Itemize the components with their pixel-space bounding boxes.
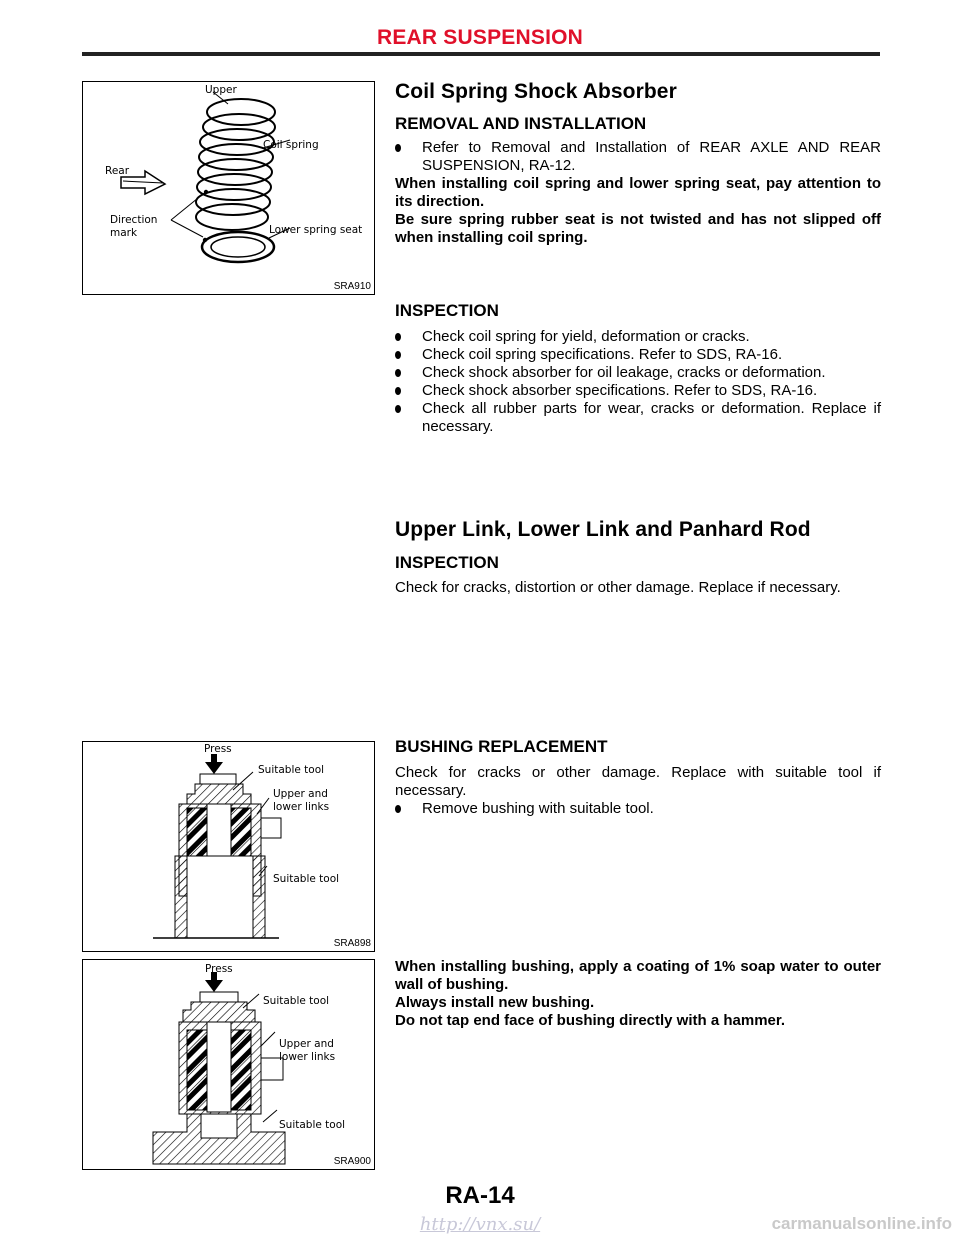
label-press: Press: [205, 963, 233, 975]
bullet-icon: [395, 805, 401, 813]
section-title: Coil Spring Shock Absorber: [395, 80, 677, 103]
coil-spring-figure: [82, 81, 375, 295]
label-direction: Direction: [110, 214, 158, 226]
bullet-icon: [395, 387, 401, 395]
removal-heading: REMOVAL AND INSTALLATION: [395, 114, 647, 133]
bullet-icon: [395, 144, 401, 152]
coil-spring-section: [395, 80, 881, 247]
list-item: Check coil spring for yield, deformation or cracks.: [395, 328, 881, 346]
label-rear: Rear: [105, 165, 130, 177]
watermark: carmanualsonline.info: [771, 1214, 952, 1233]
inspection-list: [395, 328, 881, 436]
label-suitable-tool-top: Suitable tool: [258, 764, 325, 776]
bullet-icon: [395, 351, 401, 359]
list-item: Check coil spring specifications. Refer to SDS, RA-16.: [395, 346, 881, 364]
links-section: [395, 518, 881, 597]
bushing-installation-diagram: [83, 960, 374, 1169]
list-item: Check all rubber parts for wear, cracks or deformation. Replace if necessary.: [395, 400, 881, 436]
page-header-title: REAR SUSPENSION: [376, 26, 584, 49]
bullet-icon: [395, 333, 401, 341]
label-suitable-tool-top: Suitable tool: [263, 995, 330, 1007]
note-soap-water: When installing bushing, apply a coating of 1% soap water to outer wall of bushing.: [395, 958, 881, 993]
header-rule: [82, 52, 880, 56]
installation-note-direction: When installing coil spring and lower spring seat, pay attention to its direction.: [395, 175, 881, 210]
bushing-section: [395, 737, 881, 818]
label-lower-spring-seat: Lower spring seat: [269, 224, 363, 236]
figure-id: SRA910: [333, 281, 371, 292]
inspection-heading: INSPECTION: [395, 553, 499, 572]
inspection-heading: INSPECTION: [395, 301, 499, 320]
figure-id: SRA900: [333, 1156, 371, 1167]
label-upper: Upper: [205, 84, 237, 96]
label-mark: mark: [110, 227, 138, 239]
note-new-bushing: Always install new bushing.: [395, 994, 595, 1011]
bushing-install-notes: [395, 958, 881, 1030]
bushing-removal-figure: [82, 741, 375, 952]
installation-note-rubber-seat: Be sure spring rubber seat is not twisted and has not slipped off when installing coil spring.: [395, 211, 881, 246]
label-upper-and: Upper and: [273, 788, 328, 800]
list-item: Check shock absorber specifications. Refer to SDS, RA-16.: [395, 382, 881, 400]
label-suitable-tool-bottom: Suitable tool: [279, 1119, 346, 1131]
list-item: Check shock absorber for oil leakage, cracks or deformation.: [395, 364, 881, 382]
coil-inspection-section: [395, 301, 881, 436]
inspection-text: Check for cracks, distortion or other damage. Replace if necessary.: [395, 579, 841, 596]
bushing-installation-figure: [82, 959, 375, 1170]
note-hammer: Do not tap end face of bushing directly with a hammer.: [395, 1012, 786, 1029]
section-title: Upper Link, Lower Link and Panhard Rod: [395, 518, 811, 541]
bullet-icon: [395, 369, 401, 377]
label-press: Press: [204, 743, 232, 755]
bushing-text: Check for cracks or other damage. Replace with suitable tool if necessary.: [395, 764, 881, 799]
bushing-removal-diagram: [83, 742, 374, 951]
page-number: RA-14: [445, 1182, 515, 1209]
label-upper-and: Upper and: [279, 1038, 334, 1050]
coil-spring-diagram: [83, 82, 374, 294]
label-lower-links: lower links: [273, 801, 330, 813]
figure-id: SRA898: [333, 938, 371, 949]
label-lower-links: lower links: [279, 1051, 336, 1063]
bullet-icon: [395, 405, 401, 413]
footer-link[interactable]: http://vnx.su/: [419, 1214, 541, 1235]
removal-bullet: Refer to Removal and Installation of REAR AXLE AND REAR SUSPENSION, RA-12.: [395, 139, 881, 175]
label-suitable-tool-bottom: Suitable tool: [273, 873, 340, 885]
bushing-heading: BUSHING REPLACEMENT: [395, 737, 608, 756]
bushing-bullet: Remove bushing with suitable tool.: [395, 800, 881, 818]
label-coil-spring: Coil spring: [263, 139, 319, 151]
